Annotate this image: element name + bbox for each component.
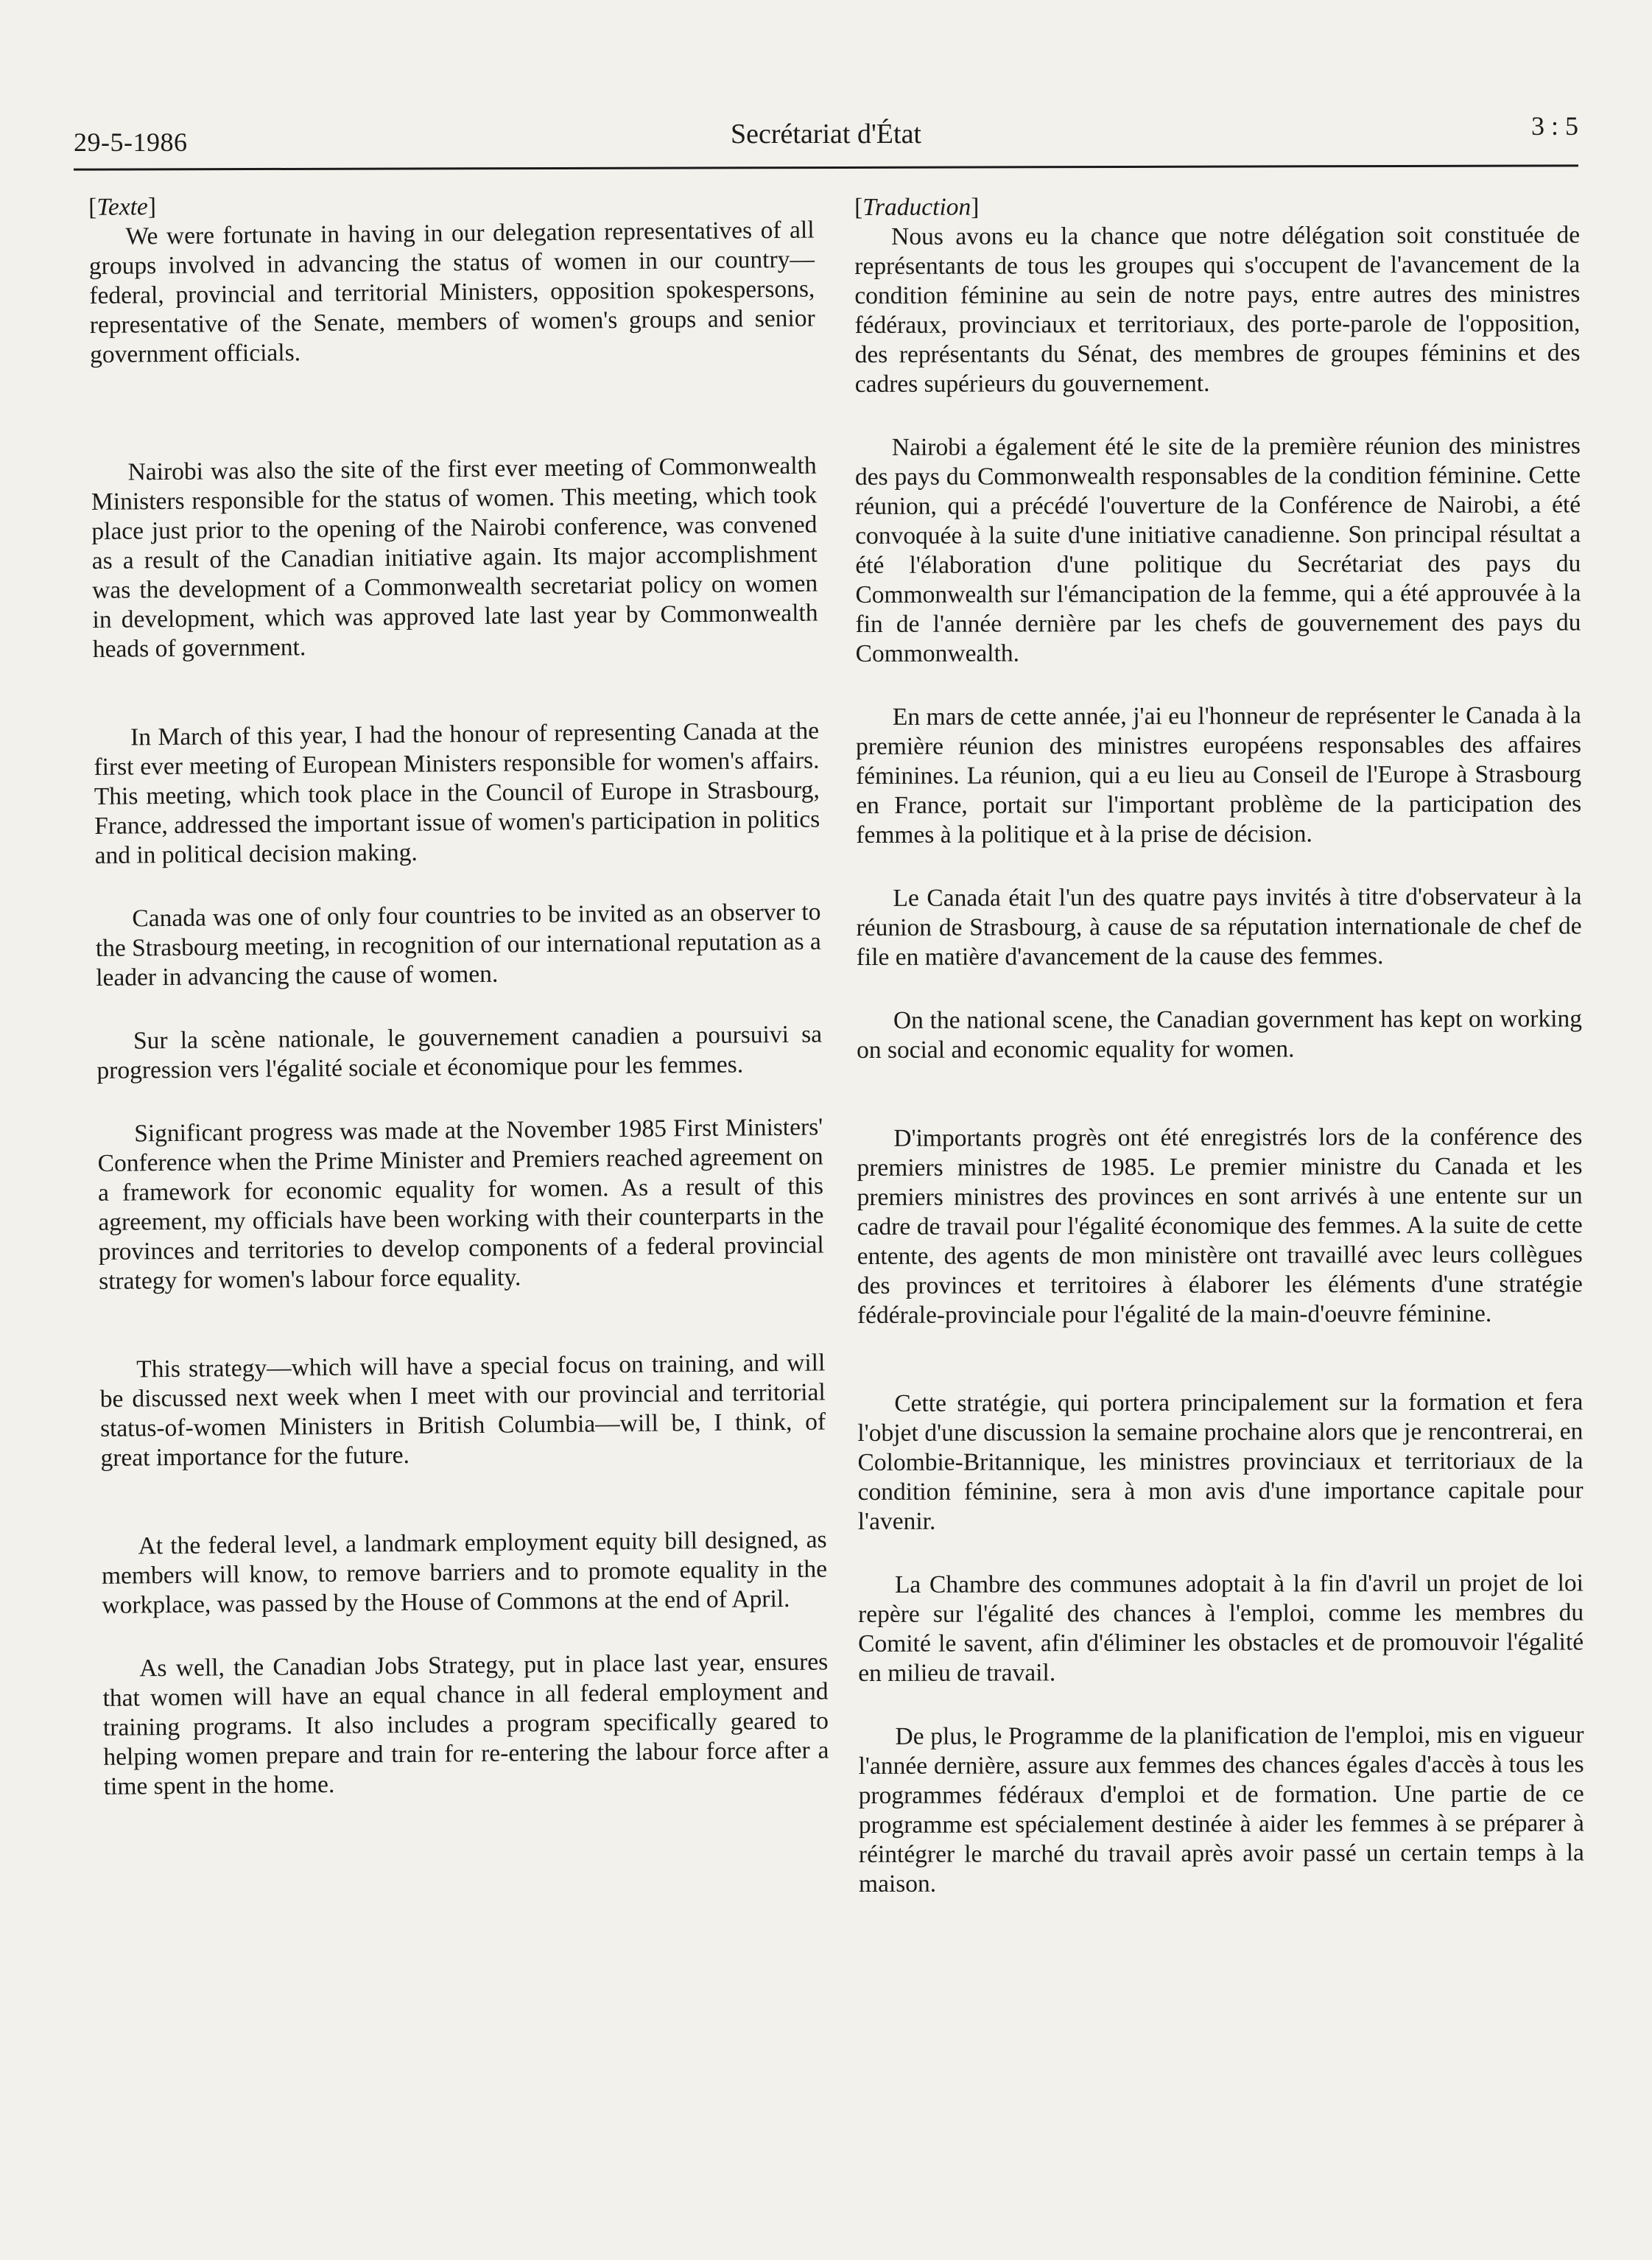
paragraph: We were fortunate in having in our delegation representatives of all groups involved in advancing the status of women in our country—federal, provincial and territorial Ministers, opposition spokespersons, representative of the Senate, members of women's groups and senior government officials. (88, 216, 815, 368)
column-label: [Texte] (88, 193, 157, 221)
paragraph: En mars de cette année, j'ai eu l'honneur de représenter le Canada à la première réunion des ministres européens responsables des affaires féminines. La réunion, qui a eu lieu au Conseil de l'Europe à Strasbourg en France, portait sur l'important problème de la participation des femmes à la politique et à la prise de décision. (855, 701, 1582, 849)
page-number: 3 : 5 (1530, 111, 1578, 141)
column-label: [Traduction] (854, 193, 980, 221)
paragraph: This strategy—which will have a special focus on training, and will be discussed next week when I meet with our provincial and territorial status-of-women Ministers in British Columbia—will be, I think, of great importance for the future. (99, 1349, 826, 1472)
paragraph: La Chambre des communes adoptait à la fin d'avril un projet de loi repère sur l'égalité des chances à l'emploi, comme les membres du Comité le savent, afin d'éliminer les obstacles et de promouvoir l'égalité en milieu de travail. (858, 1569, 1584, 1687)
header-title: Secrétariat d'État (731, 119, 921, 150)
right-column (854, 191, 1584, 1899)
paragraph: De plus, le Programme de la planification de l'emploi, mis en vigueur l'année dernière, assure aux femmes des chances égales d'accès à tous les programmes fédéraux d'emploi et de formation. Une partie de ce programme est spécialement destinée à aider les femmes à se préparer à réintégrer le marché du travail après avoir passé un certain temps à la maison. (858, 1721, 1584, 1898)
paragraph: On the national scene, the Canadian government has kept on working on social and economic equality for women. (856, 1005, 1582, 1064)
paragraph: Le Canada était l'un des quatre pays invités à titre d'observateur à la réunion de Strasbourg, à cause de sa réputation internationale de chef de file en matière d'avancement de la cause des femmes. (856, 882, 1582, 971)
paragraph: Nous avons eu la chance que notre délégation soit constituée de représentants de tous les groupes qui s'occupent de l'avancement de la condition féminine au sein de notre pays, entre autres des ministres fédéraux, provinciaux et territoriaux, des porte-parole de l'opposition, des représentants du Sénat, des membres de groupes féminins et des cadres supérieurs du gouvernement. (854, 221, 1581, 398)
paragraph: Sur la scène nationale, le gouvernement canadien a poursuivi sa progression vers l'égalité sociale et économique pour les femmes. (96, 1020, 823, 1084)
left-column (88, 186, 829, 1802)
paragraph: Cette stratégie, qui portera principalement sur la formation et fera l'objet d'une discussion la semaine prochaine alors que je rencontrerai, en Colombie-Britannique, les ministres provinciaux et territoriaux de la condition féminine, sera à mon avis d'une importance capitale pour l'avenir. (857, 1388, 1584, 1535)
header-date: 29-5-1986 (74, 127, 188, 157)
header-rule (74, 164, 1578, 170)
paragraph: As well, the Canadian Jobs Strategy, put in place last year, ensures that women will have an equal chance in all federal employment and training programs. It also includes a program specifically geared to helping women prepare and train for re-entering the labour force after a time spent in the home. (102, 1648, 829, 1800)
paragraph: D'importants progrès ont été enregistrés lors de la conférence des premiers ministres de 1985. Le premier ministre du Canada et les premiers ministres des provinces en sont arrivés à une entente sur un cadre de travail pour l'égalité économique des femmes. A la suite de cette entente, des agents de mon ministère ont travaillé avec leurs collègues des provinces et territoires à élaborer les éléments d'une stratégie fédérale-provinciale pour l'égalité de la main-d'oeuvre féminine. (857, 1123, 1583, 1329)
paragraph: Nairobi a également été le site de la première réunion des ministres des pays du Commonwealth responsables de la condition féminine. Cette réunion, qui a précédé l'ouverture de la Conférence de Nairobi, a été convoquée à la suite d'une initiative canadienne. Son principal résultat a été l'élaboration d'une politique du Secrétariat des pays du Commonwealth sur l'émancipation de la femme, qui a été approuvée à la fin de l'année dernière par les chefs de gouvernement des pays du Commonwealth. (854, 432, 1581, 667)
paragraph: At the federal level, a landmark employment equity bill designed, as members will know, to remove barriers and to promote equality in the workplace, was passed by the House of Commons at the end of April. (101, 1526, 828, 1619)
paragraph: Nairobi was also the site of the first ever meeting of Commonwealth Ministers responsible for the status of women. This meeting, which took place just prior to the opening of the Nairobi conference, was convened as a result of the Canadian initiative again. Its major accomplishment was the development of a Commonwealth secretariat policy on women in development, which was approved late last year by Commonwealth heads of government. (91, 452, 818, 663)
paragraph: In March of this year, I had the honour of representing Canada at the first ever meeting of European Ministers responsible for women's affairs. This meeting, which took place in the Council of Europe in Strasbourg, France, addressed the important issue of women's participation in politics and in political decision making. (94, 717, 820, 869)
paragraph: Canada was one of only four countries to be invited as an observer to the Strasbourg meeting, in recognition of our international reputation as a leader in advancing the cause of women. (95, 898, 821, 992)
paragraph: Significant progress was made at the November 1985 First Ministers' Conference when the Prime Minister and Premiers reached agreement on a framework for economic equality for women. As a result of this agreement, my officials have been working with their counterparts in the provinces and territories to develop components of a federal provincial strategy for women's labour force equality. (97, 1113, 824, 1295)
